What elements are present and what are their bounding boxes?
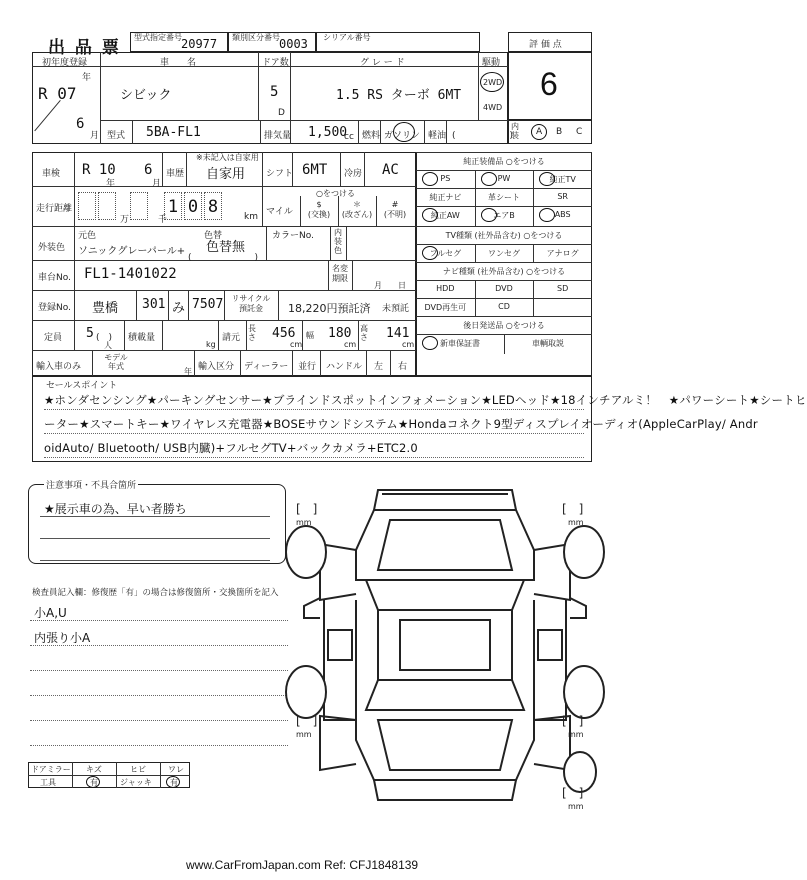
inspection-month: 6 [144,162,153,178]
color-change: 色替無 [206,240,246,255]
equipment-item: SD [557,284,569,293]
equipment-item: ワンセグ [487,249,520,258]
plate-number: 7507 [192,297,224,312]
equipment-item: フルセグ [429,249,462,258]
chassis-number: FL1-1401022 [84,266,177,282]
sheet-title: 出 品 票 [48,38,121,58]
tools-present: 有 [90,778,98,787]
equipment-circle-mark [422,336,438,350]
mileage-digit: 8 [204,192,222,220]
fuel-type: ガソリン [384,131,421,141]
displacement: 1,500 [308,125,348,140]
length: 456 [272,326,296,341]
equipment-circle-mark [481,172,497,186]
notes-box [28,484,286,564]
plate-area: 豊橋 [92,301,119,316]
equipment-item: CD [498,302,510,311]
vehicle-use: 自家用 [206,167,246,182]
evaluation-score: 6 [540,66,558,102]
sales-line-3: oidAuto/ Bluetooth/ USB内臓)+フルセグTV+バックカメラ+ETC2.0 [44,441,418,455]
score-label-box: 評 価 点 [508,32,592,52]
tread-spare: [ ] [562,786,584,800]
car-body-diagram [290,480,600,810]
tread-front-left: [ ] [296,502,318,516]
interior-a-circle [531,124,547,140]
equipment-section-label: ナビ種類 (社外品含む) ○をつける [442,267,566,276]
mileage-digit: 0 [184,192,202,220]
class-number: 0003 [279,37,308,51]
equipment-item: 新車保証書 [440,339,480,348]
tread-rear-right: [ ] [562,714,584,728]
equipment-item: PS [440,174,451,183]
mileage-digit [78,192,96,220]
air-con: AC [382,162,399,178]
equipment-item: 純正AW [430,211,460,220]
height: 141 [386,326,410,341]
equipment-item: 純正ナビ [429,193,462,202]
equipment-item: エアB [493,211,515,220]
first-reg-month: 6 [76,116,85,132]
equipment-item: HDD [436,284,455,293]
note-line-1: ★展示車の為、早い者勝ち [44,502,187,516]
equipment-item: 革シート [487,193,520,202]
first-reg-year: R 07 [38,84,77,103]
drive-2wd-circle [480,72,504,92]
equipment-section-label: TV種類 (社外品含む) ○をつける [445,231,563,240]
capacity: 5 [86,326,94,341]
type-number-box: 型式指定番号 20977 [130,32,228,52]
equipment-section-label: 後日発送品 ○をつける [463,321,545,330]
interior-grade-c: C [576,127,583,137]
shift: 6MT [302,162,328,178]
equipment-circle-mark [422,172,438,186]
mileage-digit: 1 [164,192,182,220]
equipment-circle-mark [481,208,497,222]
equipment-item: SR [557,192,568,201]
original-color: ソニックグレーパール+ [78,246,186,257]
class-number-box: 類別区分番号 0003 [228,32,316,52]
equipment-item: 車輌取説 [532,339,564,348]
model-code: 5BA-FL1 [146,125,201,140]
equipment-item: DVD再生可 [424,303,467,312]
equipment-item: DVD [495,284,513,293]
jack-present: 有 [170,778,178,787]
tread-front-right: [ ] [562,502,584,516]
equipment-item: 純正TV [549,175,576,184]
equipment-item: PW [497,174,511,183]
footer-ref: www.CarFromJapan.com Ref: CFJ1848139 [186,858,419,872]
doors: 5 [270,84,279,100]
interior-grade-a: A [536,127,543,137]
jack-present-circle [166,776,180,788]
inspector-line-1: 小A,U [34,606,67,620]
mileage-digit [98,192,116,220]
equipment-section-label: 純正装備品 ○をつける [463,157,545,166]
fuel-gasoline-circle [393,122,415,142]
inspection-year: R 10 [82,162,116,178]
sales-line-1: ★ホンダセンシング★パーキングセンサー★ブラインドスポットインフォメーション★LEDヘッド★18インチアルミ！ ★パワーシート★シートヒ [44,393,807,407]
tools-present-circle [86,776,100,788]
equipment-circle-mark [422,208,438,222]
serial-box: シリアル番号 [316,32,480,52]
mileage-digit [130,192,148,220]
tread-rear-left: [ ] [296,714,318,728]
equipment-circle-mark [422,246,438,260]
type-number: 20977 [181,37,218,51]
equipment-item: アナログ [546,249,579,258]
width: 180 [328,326,352,341]
car-name: シビック [120,88,172,103]
interior-grade-b: B [556,127,563,137]
inspector-line-2: 内張り小A [34,631,91,645]
grade: 1.5 RS ターボ 6MT [336,88,462,103]
plate-kana: み [172,301,186,316]
recycle-fee: 18,220円預託済 [288,302,371,315]
equipment-item: ABS [554,210,571,219]
plate-class: 301 [142,297,166,312]
sales-line-2: ーター★スマートキー★ワイヤレス充電器★BOSEサウンドシステム★Hondaコネクト9型ディスプレイオーディオ(AppleCarPlay/ Andr [44,417,758,431]
